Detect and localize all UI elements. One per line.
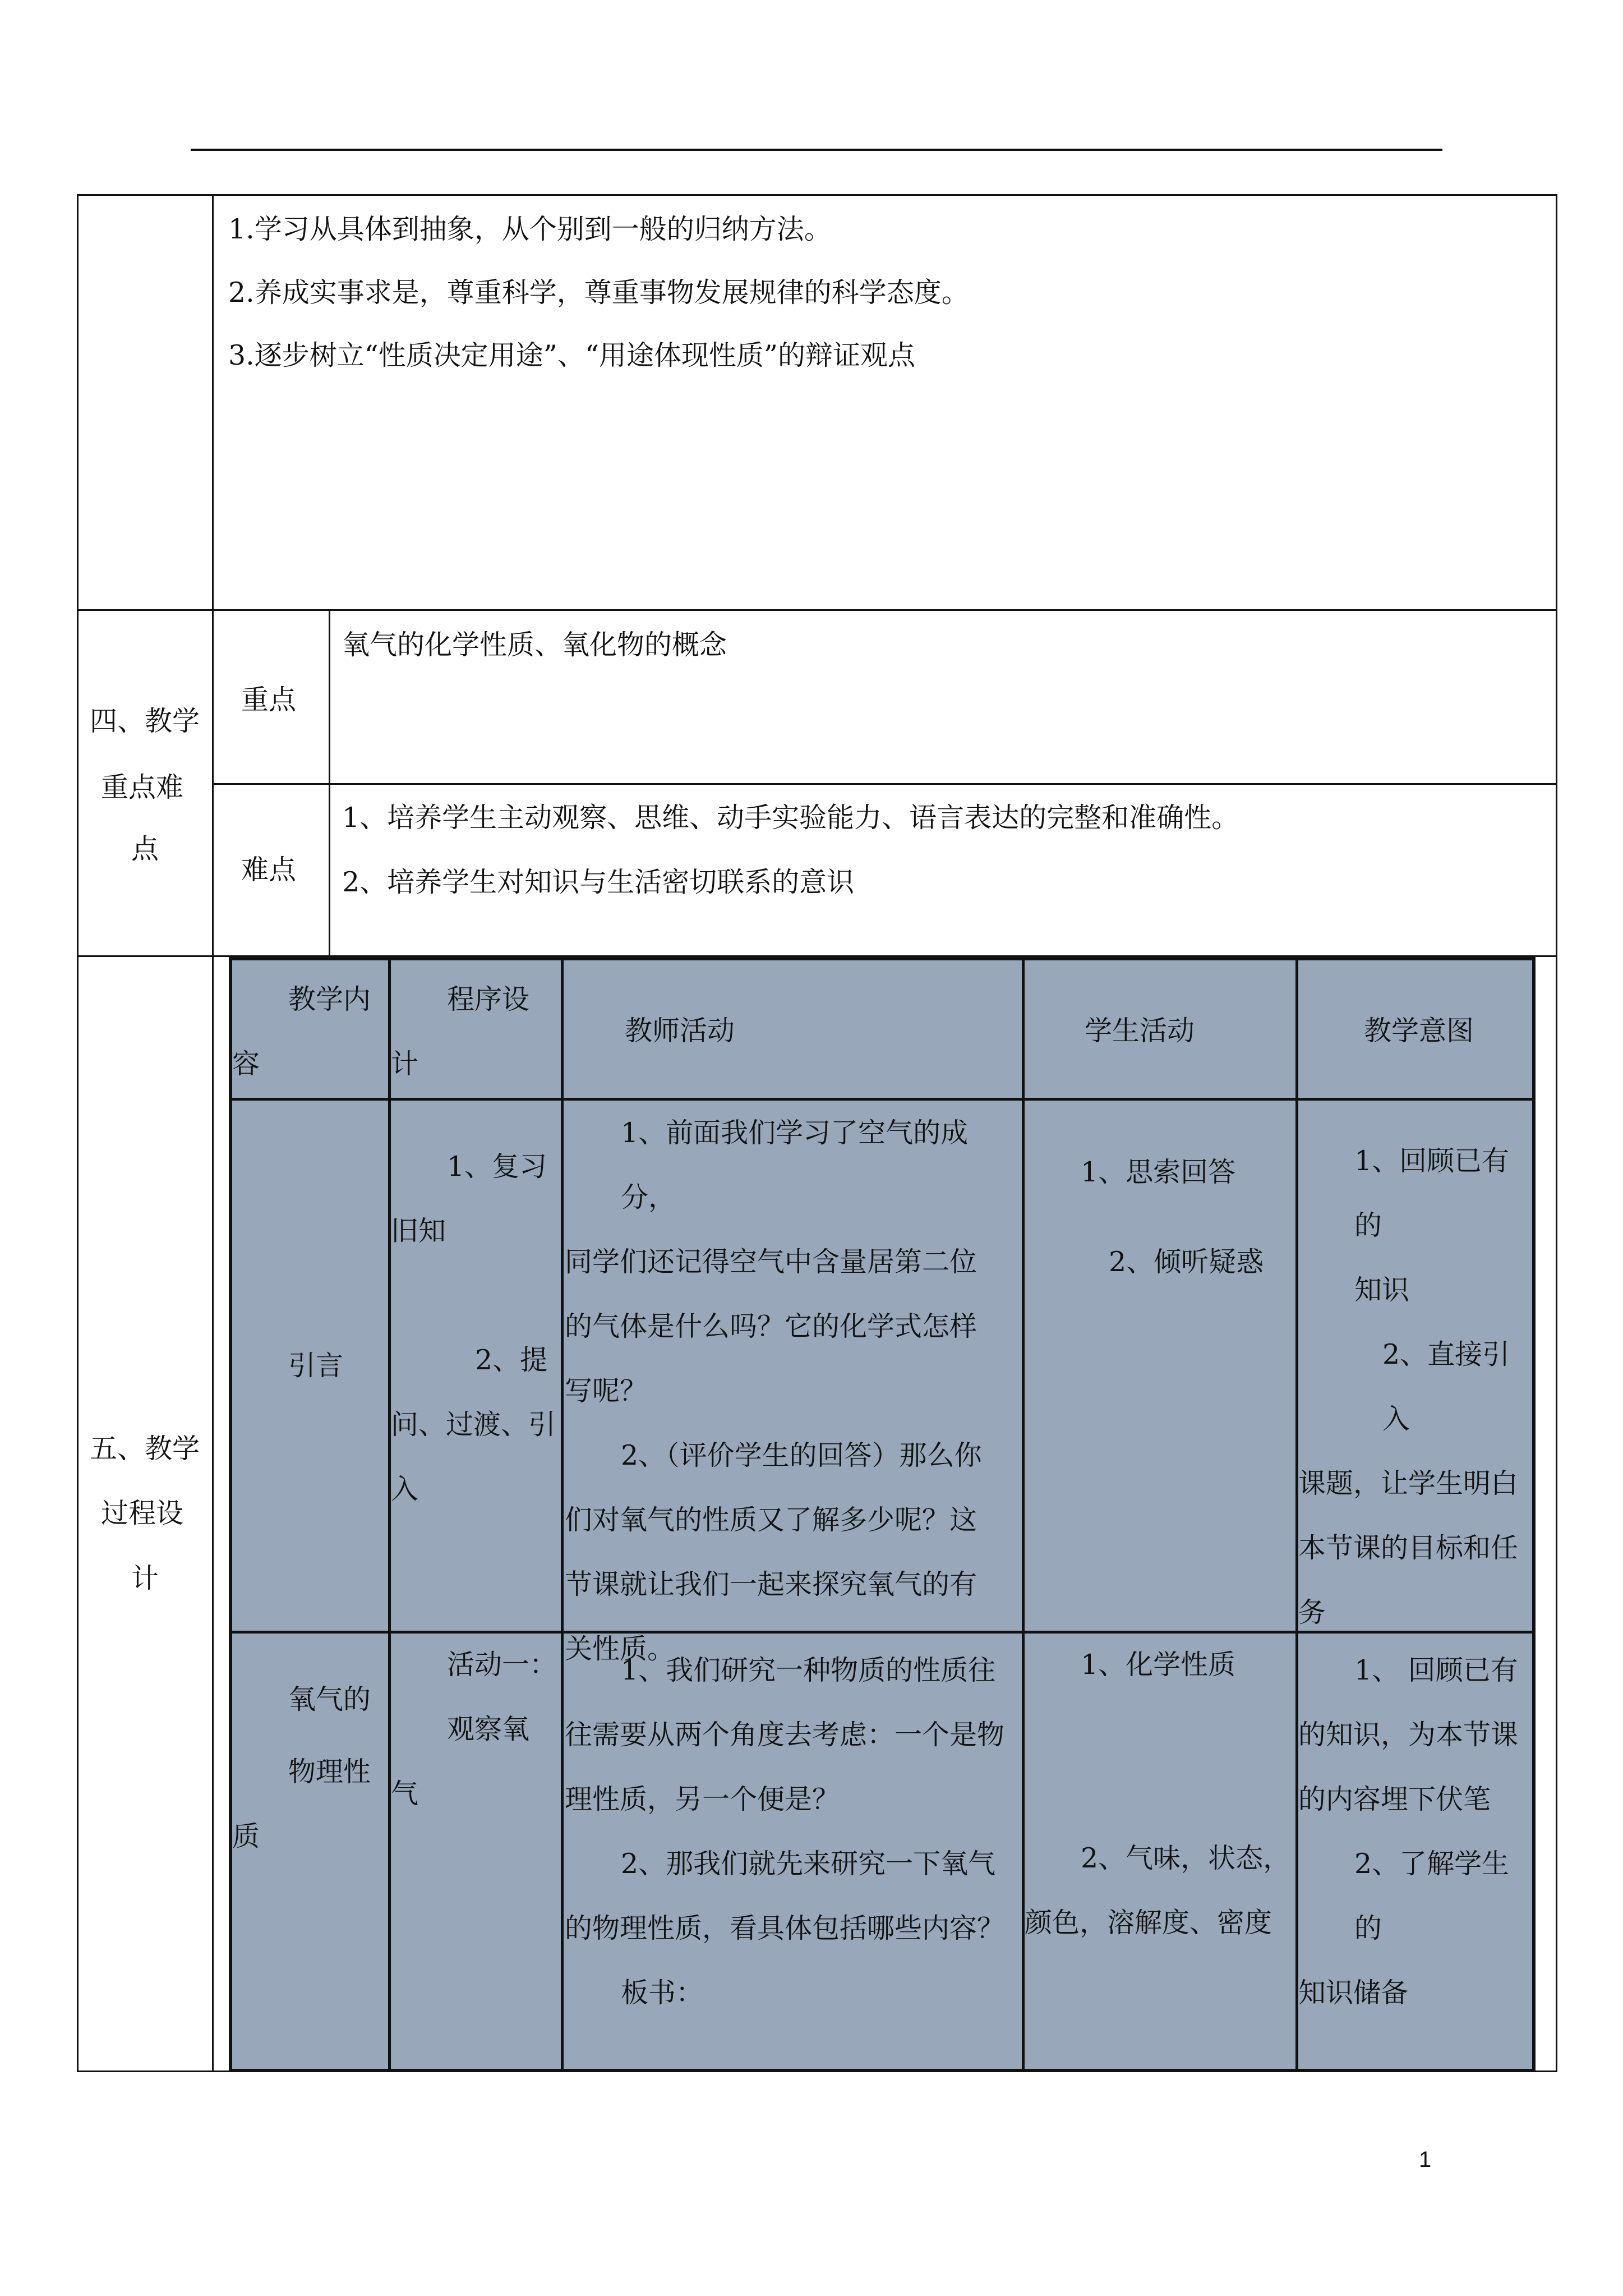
row1-procedure-line5: 入 bbox=[391, 1473, 419, 1505]
row2-procedure bbox=[391, 1632, 559, 1826]
row2-intent-line5: 知识储备 bbox=[1298, 1977, 1409, 2009]
header-student: 学生活动 bbox=[1085, 1015, 1195, 1047]
process-col-divider bbox=[561, 960, 564, 2069]
header-content-line1: 教学内 bbox=[288, 983, 371, 1015]
row2-procedure-line2: 观察氧 bbox=[447, 1713, 530, 1745]
objective-item-2: 2.养成实事求是，尊重科学，尊重事物发展规律的科学态度。 bbox=[228, 277, 969, 309]
row2-teacher-line3: 理性质，另一个便是？ bbox=[565, 1783, 840, 1815]
row1-teacher-line4: 写呢？ bbox=[565, 1375, 648, 1407]
row2-student-line2: 2、气味，状态， bbox=[1081, 1842, 1291, 1874]
row1-intent-line6: 务 bbox=[1298, 1596, 1326, 1628]
row1-teacher bbox=[565, 1101, 1022, 1681]
row2-student-line3: 颜色，溶解度、密度 bbox=[1025, 1907, 1272, 1939]
objective-item-3: 3.逐步树立“性质决定用途”、“用途体现性质”的辩证观点 bbox=[228, 339, 915, 371]
row1-content: 引言 bbox=[288, 1350, 344, 1382]
objective-item-1: 1.学习从具体到抽象，从个别到一般的归纳方法。 bbox=[228, 213, 832, 245]
row1-teacher-line1: 1、前面我们学习了空气的成分， bbox=[621, 1117, 969, 1213]
row2-student-line1: 1、化学性质 bbox=[1081, 1649, 1236, 1681]
difficulty-label: 难点 bbox=[241, 854, 297, 886]
row2-intent-line2: 的知识，为本节课 bbox=[1298, 1719, 1519, 1751]
row2-content-line2: 物理性 bbox=[288, 1756, 371, 1788]
row1-student-line1: 1、思索回答 bbox=[1081, 1156, 1236, 1188]
row2-procedure-line3: 气 bbox=[391, 1778, 419, 1810]
header-content-line2: 容 bbox=[232, 1048, 260, 1080]
row2-teacher-line2: 往需要从两个角度去考虑：一个是物 bbox=[565, 1719, 1005, 1751]
process-table bbox=[229, 957, 1536, 2072]
header-teacher: 教师活动 bbox=[625, 1015, 735, 1047]
row2-teacher-line5: 的物理性质，看具体包括哪些内容？ bbox=[565, 1912, 1005, 1944]
row2-teacher bbox=[565, 1638, 1022, 2025]
row-divider-key-difficulty bbox=[212, 783, 1557, 785]
header-procedure bbox=[391, 967, 559, 1096]
section4-title-line1: 四、教学 bbox=[90, 705, 200, 737]
section5-title-line3: 计 bbox=[131, 1562, 159, 1594]
row2-teacher-line4: 2、那我们就先来研究一下氧气 bbox=[621, 1848, 996, 1880]
header-procedure-line2: 计 bbox=[391, 1048, 419, 1080]
section5-title-line2: 过程设 bbox=[101, 1497, 184, 1529]
section4-title-line2: 重点难 bbox=[101, 771, 184, 803]
row2-student bbox=[1025, 1632, 1294, 1955]
row1-intent-line1: 1、回顾已有 的 bbox=[1354, 1145, 1510, 1241]
row2-intent-line1: 1、 回顾已有 bbox=[1354, 1654, 1518, 1686]
header-content bbox=[232, 967, 386, 1096]
row1-teacher-line6: 们对氧气的性质又了解多少呢？这 bbox=[565, 1504, 978, 1536]
row1-intent-line5: 本节课的目标和任 bbox=[1298, 1532, 1519, 1564]
row2-intent-line4: 2、了解学生的 bbox=[1354, 1848, 1510, 1944]
row1-procedure-line4: 问、过渡、引 bbox=[391, 1409, 556, 1441]
row1-procedure-line2: 旧知 bbox=[391, 1215, 446, 1247]
row2-content bbox=[232, 1667, 386, 1869]
row1-teacher-line3: 的气体是什么吗？它的化学式怎样 bbox=[565, 1310, 978, 1342]
section5-title-line1: 五、教学 bbox=[90, 1433, 200, 1465]
row2-teacher-line1: 1、我们研究一种物质的性质往 bbox=[621, 1654, 996, 1686]
row1-intent-line2: 知识 bbox=[1354, 1274, 1410, 1306]
row1-procedure-line1: 1、复习 bbox=[447, 1151, 547, 1182]
row1-student bbox=[1025, 1140, 1294, 1294]
row1-teacher-line8: 关性质。 bbox=[565, 1633, 675, 1665]
row2-intent-line3: 的内容埋下伏笔 bbox=[1298, 1783, 1491, 1815]
section4-title-line3: 点 bbox=[131, 833, 159, 865]
row1-student-line2: 2、倾听疑惑 bbox=[1109, 1246, 1264, 1278]
row1-teacher-line7: 节课就让我们一起来探究氧气的有 bbox=[565, 1568, 978, 1600]
key-points-label: 重点 bbox=[241, 684, 297, 716]
key-points-text: 氧气的化学性质、氧化物的概念 bbox=[342, 629, 727, 661]
page-number: 1 bbox=[1419, 2147, 1432, 2172]
row-divider-objectives bbox=[77, 609, 1557, 611]
row1-teacher-line2: 同学们还记得空气中含量居第二位 bbox=[565, 1246, 978, 1278]
row1-intent-line4: 课题，让学生明白 bbox=[1298, 1467, 1519, 1499]
row1-procedure-line3: 2、提 bbox=[475, 1344, 548, 1376]
row2-content-line1: 氧气的 bbox=[288, 1683, 371, 1715]
row2-content-line3: 质 bbox=[232, 1820, 260, 1852]
row2-intent bbox=[1298, 1638, 1534, 2025]
row1-intent bbox=[1298, 1129, 1534, 1645]
row1-intent-line3: 2、直接引入 bbox=[1382, 1338, 1510, 1435]
outer-col-divider bbox=[212, 194, 214, 2072]
header-intent: 教学意图 bbox=[1364, 1015, 1474, 1047]
difficulty-item-1: 1、培养学生主动观察、思维、动手实验能力、语言表达的完整和准确性。 bbox=[342, 802, 1239, 834]
header-rule bbox=[191, 149, 1442, 151]
difficulty-item-2: 2、培养学生对知识与生活密切联系的意识 bbox=[342, 866, 855, 898]
row1-procedure bbox=[391, 1134, 559, 1521]
row2-teacher-line6: 板书： bbox=[621, 1977, 704, 2009]
header-procedure-line1: 程序设 bbox=[447, 983, 530, 1015]
row1-teacher-line5: 2、（评价学生的回答）那么你 bbox=[621, 1439, 982, 1471]
row2-procedure-line1: 活动一： bbox=[447, 1649, 557, 1681]
